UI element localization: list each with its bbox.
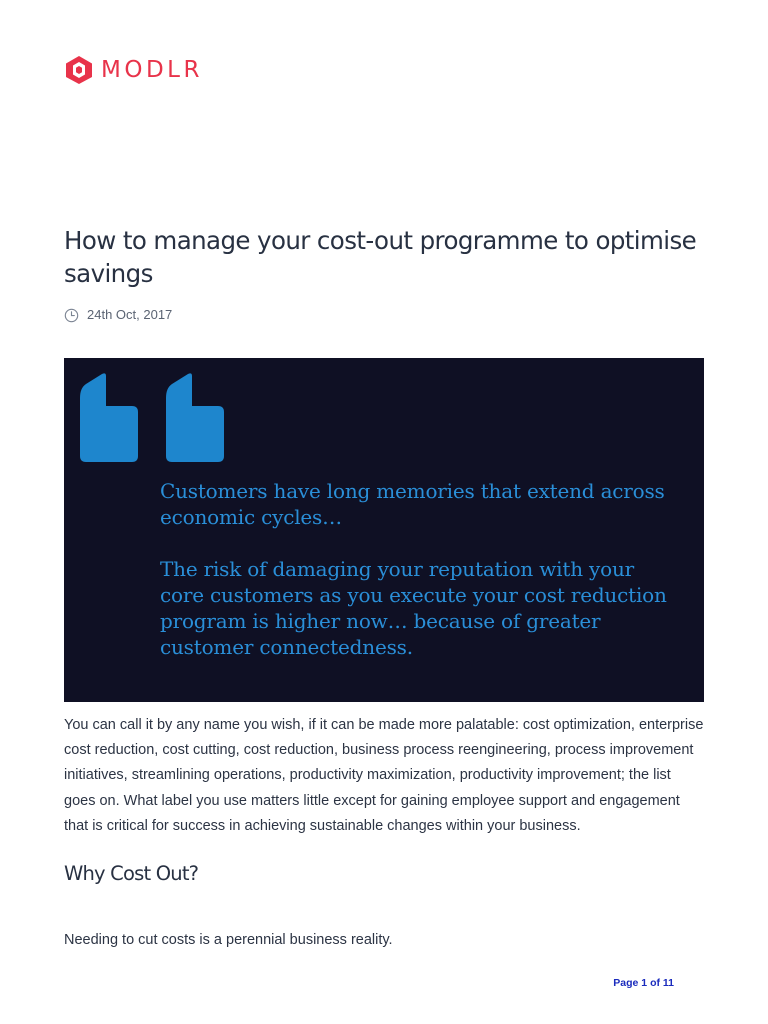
page-number: Page 1 of 11 bbox=[613, 977, 674, 989]
section-heading: Why Cost Out? bbox=[64, 862, 199, 885]
brand-name: MODLR bbox=[101, 57, 203, 83]
section-paragraph: Needing to cut costs is a perennial business reality. bbox=[64, 932, 393, 948]
date-text: 24th Oct, 2017 bbox=[87, 307, 173, 322]
intro-paragraph: You can call it by any name you wish, if it can be made more palatable: cost optimization, enterprise cost reduction, cost cutting, cost reduction, business process reengineering, process improvement initiatives, streamlining operations, productivity maximization, productivity improvement; the list goes on. What label you use matters little except for gaining employee support and engagement that is critical for success in achieving sustainable changes within your business. bbox=[64, 717, 704, 834]
quote-image bbox=[64, 358, 704, 702]
quote-line-2: The risk of damaging your reputation with your core customers as you execute your cost reduction program is higher now… because of greater customer connectedness. bbox=[160, 557, 667, 659]
quote-line-1: Customers have long memories that extend across economic cycles… bbox=[160, 479, 665, 529]
article-title: How to manage your cost-out programme to optimise savings bbox=[64, 226, 697, 288]
clock-icon bbox=[64, 308, 79, 323]
brand-logo bbox=[64, 56, 203, 84]
quote-marks-icon bbox=[74, 370, 230, 464]
quote-text bbox=[160, 478, 680, 660]
modlr-logo-icon bbox=[64, 56, 94, 84]
article-date bbox=[64, 306, 172, 324]
